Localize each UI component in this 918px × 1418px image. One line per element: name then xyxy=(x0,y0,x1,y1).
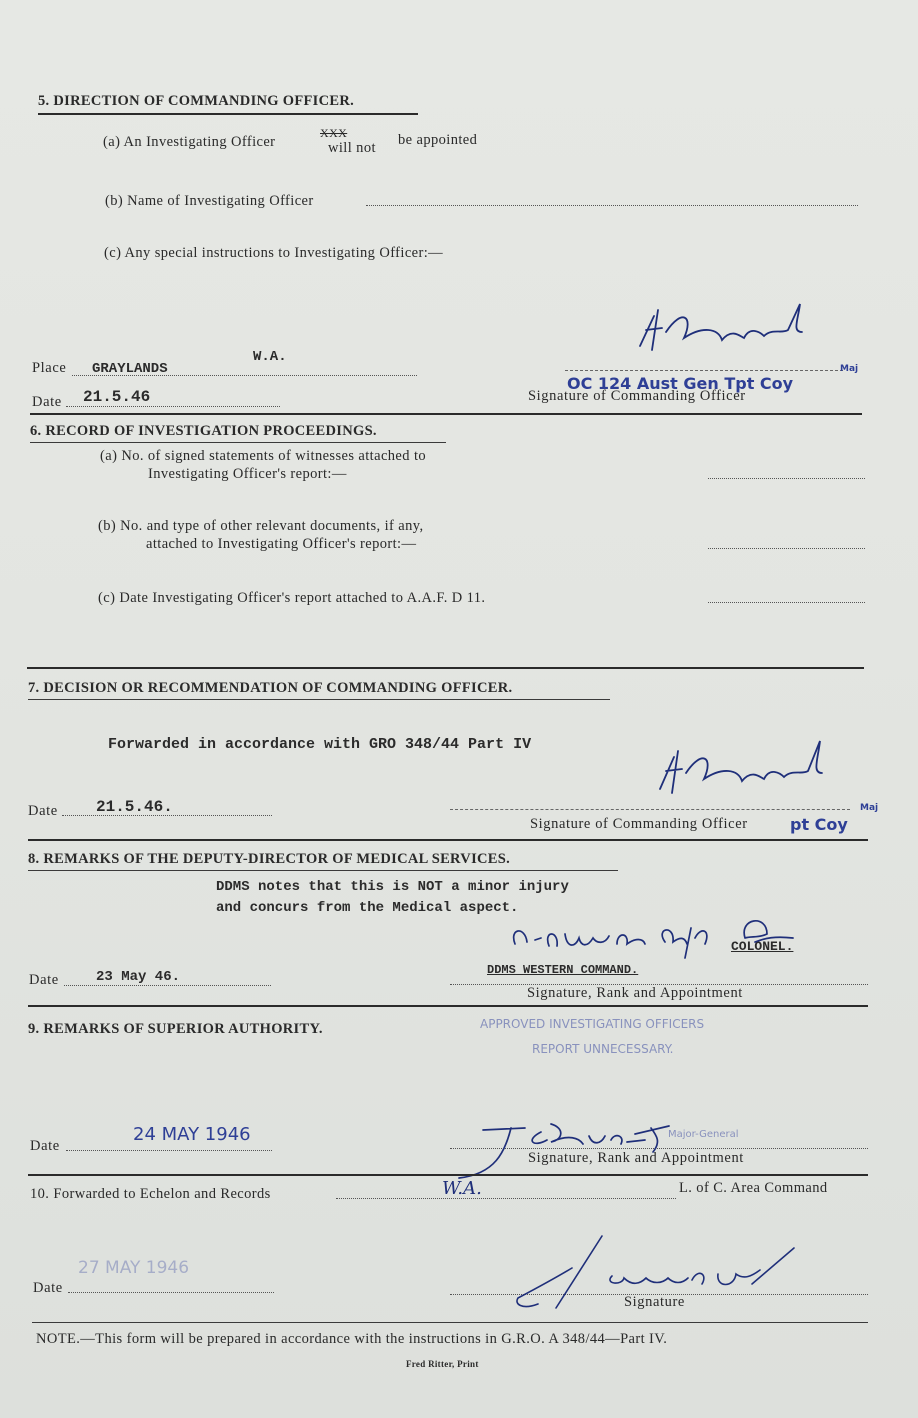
s5-co-stamp: OC 124 Aust Gen Tpt Coy xyxy=(567,374,794,393)
s7-date-value: 21.5.46. xyxy=(96,798,173,816)
s9-approval-stamp-line2: REPORT UNNECESSARY. xyxy=(532,1042,674,1056)
s10-date-dotted-line xyxy=(68,1292,274,1293)
s6-item-c-line: (c) Date Investigating Officer's report attached to A.A.F. D 11. xyxy=(98,590,486,606)
s5-item-a-will-not: will not xyxy=(328,140,376,156)
s5-co-signature xyxy=(632,298,807,373)
s5-place-label: Place xyxy=(32,360,67,376)
s8-date-value: 23 May 46. xyxy=(96,969,181,985)
s6-item-b-line1: (b) No. and type of other relevant documents, if any, xyxy=(98,518,424,534)
s7-stamp-rank: Maj xyxy=(860,803,879,813)
s5-date-value: 21.5.46 xyxy=(83,388,151,406)
s8-date-label: Date xyxy=(29,972,59,988)
section8-heading: 8. REMARKS OF THE DEPUTY-DIRECTOR OF MEDICAL SERVICES. xyxy=(28,851,511,867)
s6-item-b-line2: attached to Investigating Officer's report:— xyxy=(146,536,417,552)
s8-date-dotted-line xyxy=(64,985,271,986)
divider-5-6 xyxy=(30,413,862,415)
divider-note xyxy=(32,1322,868,1323)
s7-co-signature xyxy=(652,737,827,812)
s5-date-dotted-line xyxy=(66,406,280,407)
s9-date-stamp: 24 MAY 1946 xyxy=(133,1124,251,1145)
s5-item-b-dotted-line xyxy=(366,205,858,206)
s5-item-c-label: (c) Any special instructions to Investigating Officer:— xyxy=(104,245,444,261)
s5-item-a-label: (a) An Investigating Officer xyxy=(103,134,276,150)
s9-date-dotted-line xyxy=(66,1150,272,1151)
s6-item-a-line1: (a) No. of signed statements of witnesses attached to xyxy=(100,448,427,464)
s9-approval-stamp-line1: APPROVED INVESTIGATING OFFICERS xyxy=(480,1017,705,1031)
s7-signature-caption: Signature of Commanding Officer xyxy=(530,816,748,832)
s5-item-a-end: be appointed xyxy=(398,132,478,148)
section7-underline xyxy=(28,699,610,700)
s10-forwarded-dotted-line xyxy=(336,1198,676,1199)
s10-signature xyxy=(512,1228,802,1318)
s10-date-label: Date xyxy=(33,1280,63,1296)
s7-co-stamp-tail: pt Coy xyxy=(790,815,848,834)
s8-ddms-signature xyxy=(505,908,805,968)
s5-item-a-struck: XXX xyxy=(320,126,348,140)
printer-credit: Fred Ritter, Print xyxy=(406,1359,479,1369)
s6-item-a-line2: Investigating Officer's report:— xyxy=(148,466,347,482)
s9-rank-stamp: Major-General xyxy=(668,1129,739,1140)
section8-underline xyxy=(28,870,618,871)
divider-8-9 xyxy=(28,1005,868,1007)
divider-6-7 xyxy=(27,667,864,669)
s5-place-value: GRAYLANDS xyxy=(92,361,168,377)
s5-item-b-label: (b) Name of Investigating Officer xyxy=(105,193,314,209)
section7-heading: 7. DECISION OR RECOMMENDATION OF COMMANDING OFFICER. xyxy=(28,680,513,696)
s8-rank-stamp: COLONEL. xyxy=(731,939,794,954)
section5-underline xyxy=(38,113,418,115)
s8-appointment-stamp: DDMS WESTERN COMMAND. xyxy=(487,963,639,977)
s6-item-c-answer-line xyxy=(708,602,865,603)
s10-date-stamp: 27 MAY 1946 xyxy=(78,1258,190,1278)
s8-remark-line2: and concurs from the Medical aspect. xyxy=(216,900,519,916)
s5-stamp-rank: Maj xyxy=(840,364,859,374)
s5-signature-caption: Signature of Commanding Officer xyxy=(528,388,746,404)
s7-decision-text: Forwarded in accordance with GRO 348/44 Part IV xyxy=(108,736,532,753)
s10-area-command: L. of C. Area Command xyxy=(679,1180,828,1196)
s8-signature-caption: Signature, Rank and Appointment xyxy=(527,985,743,1001)
section5-heading: 5. DIRECTION OF COMMANDING OFFICER. xyxy=(38,93,355,109)
section6-underline xyxy=(30,442,446,443)
section9-heading: 9. REMARKS OF SUPERIOR AUTHORITY. xyxy=(28,1021,323,1037)
divider-9-10 xyxy=(28,1174,868,1176)
section6-heading: 6. RECORD OF INVESTIGATION PROCEEDINGS. xyxy=(30,423,377,439)
s7-date-label: Date xyxy=(28,803,58,819)
s10-signature-caption: Signature xyxy=(624,1294,685,1310)
s5-date-label: Date xyxy=(32,394,62,410)
divider-7-8 xyxy=(28,839,868,841)
s9-signature-caption: Signature, Rank and Appointment xyxy=(528,1150,744,1166)
s5-place-state: W.A. xyxy=(253,349,287,365)
s6-item-b-answer-line xyxy=(708,548,865,549)
s9-date-label: Date xyxy=(30,1138,60,1154)
s8-remark-line1: DDMS notes that this is NOT a minor injury xyxy=(216,879,569,895)
s10-handwritten-state: W.A. xyxy=(442,1178,482,1199)
s10-forwarded-label: 10. Forwarded to Echelon and Records xyxy=(30,1186,271,1202)
s6-item-a-answer-line xyxy=(708,478,865,479)
footer-note: NOTE.—This form will be prepared in accordance with the instructions in G.R.O. A 348/44—Part IV. xyxy=(36,1331,668,1347)
